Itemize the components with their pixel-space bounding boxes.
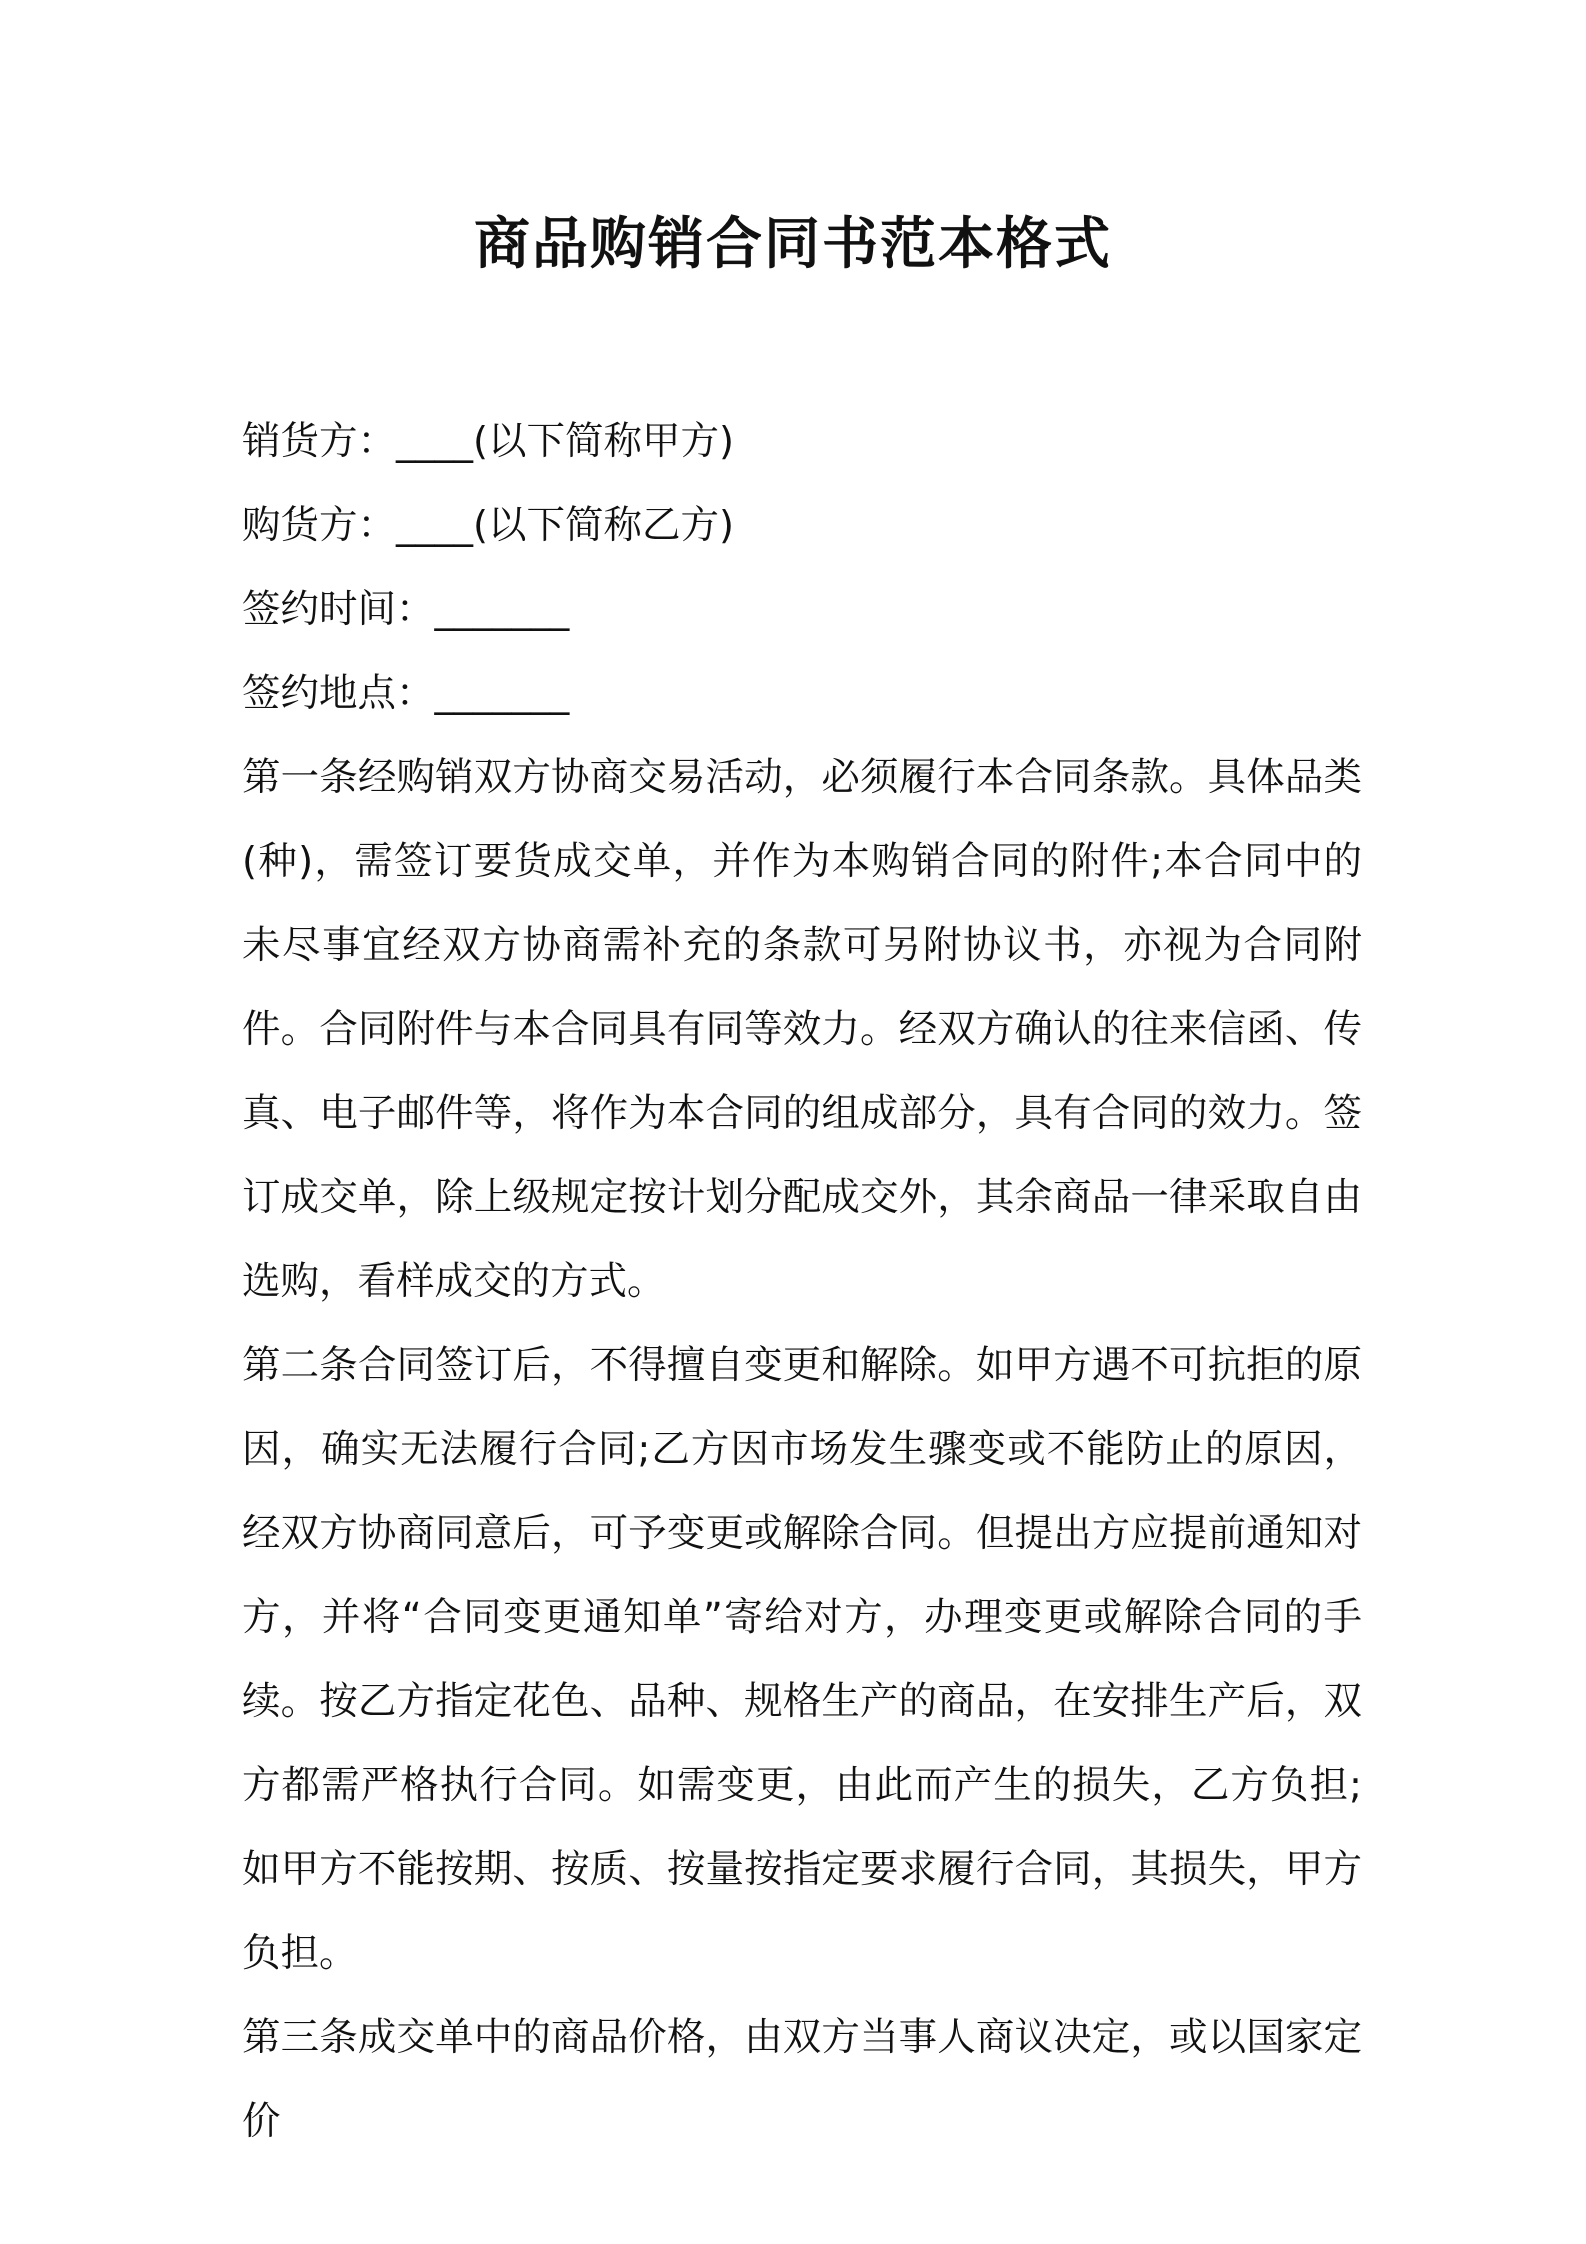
document-title: 商品购销合同书范本格式 bbox=[474, 212, 1112, 277]
signing-time-field: 签约时间：_______ bbox=[242, 587, 570, 632]
signing-place-field: 签约地点：_______ bbox=[242, 671, 570, 716]
seller-field: 销货方：____(以下简称甲方) bbox=[242, 419, 735, 464]
document-body bbox=[242, 400, 1362, 2164]
clause-1: 第一条经购销双方协商交易活动，必须履行本合同条款。具体品类(种)，需签订要货成交单，并作为本购销合同的附件;本合同中的未尽事宜经双方协商需补充的条款可另附协议书，亦视为合同附件。合同附件与本合同具有同等效力。经双方确认的往来信函、传真、电子邮件等，将作为本合同的组成部分，具有合同的效力。签订成交单，除上级规定按计划分配成交外，其余商品一律采取自由选购，看样成交的方式。 bbox=[242, 755, 1362, 1304]
clause-3: 第三条成交单中的商品价格，由双方当事人商议决定，或以国家定价 bbox=[242, 2015, 1362, 2144]
buyer-field: 购货方：____(以下简称乙方) bbox=[242, 503, 735, 548]
clause-2: 第二条合同签订后，不得擅自变更和解除。如甲方遇不可抗拒的原因，确实无法履行合同;乙方因市场发生骤变或不能防止的原因，经双方协商同意后，可予变更或解除合同。但提出方应提前通知对方，并将“合同变更通知单”寄给对方，办理变更或解除合同的手续。按乙方指定花色、品种、规格生产的商品，在安排生产后，双方都需严格执行合同。如需变更，由此而产生的损失，乙方负担;如甲方不能按期、按质、按量按指定要求履行合同，其损失，甲方负担。 bbox=[242, 1343, 1362, 1976]
